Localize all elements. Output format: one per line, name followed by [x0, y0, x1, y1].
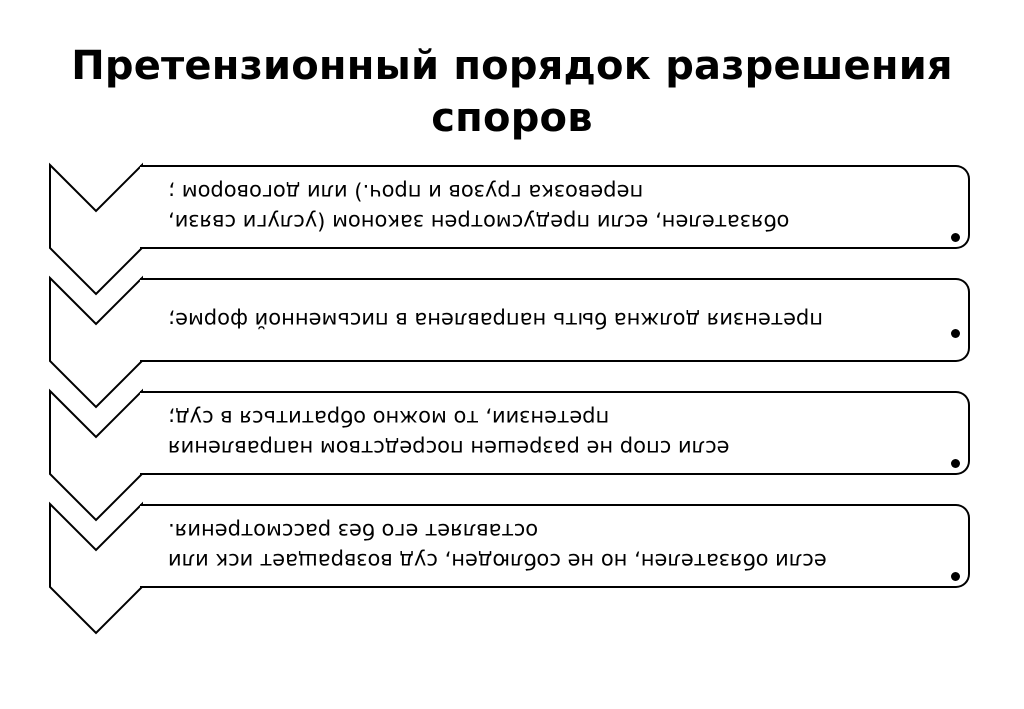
step-1-line-1: обязателен, если предусмотрен законом (услуги связи, — [168, 210, 790, 234]
step-text-2 — [140, 280, 968, 360]
page-title-line-2: споров — [431, 95, 593, 141]
step-4-line-2: оставляет его без рассмотрения. — [168, 519, 539, 543]
step-text-3 — [140, 393, 968, 473]
bullet-icon — [951, 459, 960, 468]
bullet-icon — [951, 329, 960, 338]
step-3-line-2: претензии, то можно обратиться в суд; — [168, 406, 610, 430]
chevron-shape-2 — [50, 278, 142, 407]
step-box-3 — [140, 391, 970, 475]
chevron-shape-1 — [50, 165, 142, 294]
chevron-shape-4 — [50, 504, 142, 633]
step-box-1 — [140, 165, 970, 249]
step-box-2 — [140, 278, 970, 362]
step-box-4 — [140, 504, 970, 588]
bullet-icon — [951, 572, 960, 581]
page-title-line-1: Претензионный порядок разрешения — [71, 43, 953, 89]
step-1-line-2: перевозка грузов и проч.) или договором ; — [168, 180, 644, 204]
step-2-line-1: претензия должна быть направлена в письменной форме; — [168, 308, 824, 332]
step-text-1 — [140, 167, 968, 247]
chevron-shape-3 — [50, 391, 142, 520]
step-text-4 — [140, 506, 968, 586]
step-3-line-1: если спор не разрешен посредством направления — [168, 436, 730, 460]
step-4-line-1: если обязателен, но не соблюден, суд возвращает иск или — [168, 549, 827, 573]
bullet-icon — [951, 233, 960, 242]
